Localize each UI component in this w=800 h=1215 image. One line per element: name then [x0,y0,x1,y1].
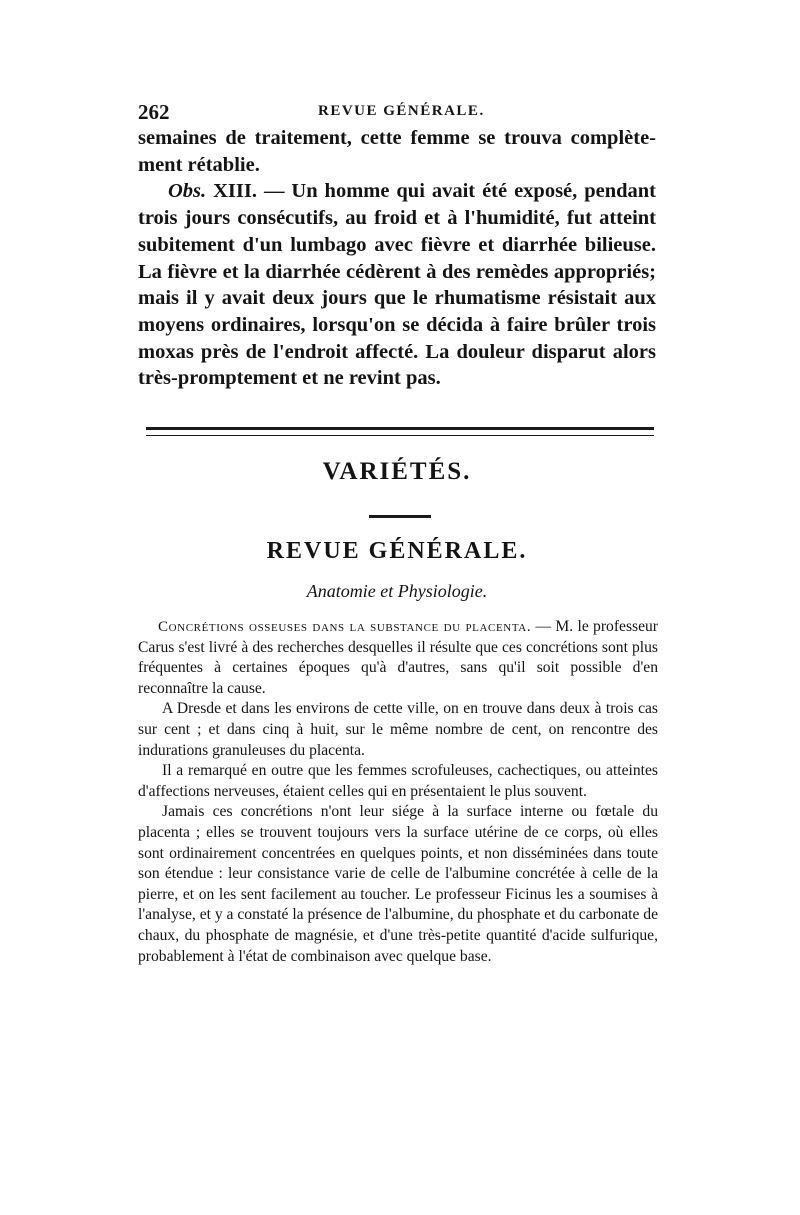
article-paragraph-1 [138,617,658,699]
paragraph-continuation: semaines de traitement, cette femme se trouva complète-ment rétablie. [138,127,656,176]
double-rule-divider [146,427,654,436]
main-text-block [138,125,656,392]
page-number: 262 [138,100,170,124]
article-text-block [138,617,658,967]
article-paragraph-3: Il a remarqué en outre que les femmes scrofuleuses, cachectiques, ou atteintes d'affections nerveuses, étaient celles qui en présentaient le plus souvent. [138,762,658,800]
article-paragraph-2: A Dresde et dans les environs de cette ville, on en trouve dans deux à trois cas sur cent ; et dans cinq à huit, sur le même nombre de cent, on rencontre des indurations granuleuses du placenta. [138,700,658,759]
obs-text: XIII. — Un homme qui avait été exposé, pendant trois jours consécutifs, au froid et à l'humidité, fut atteint subitement d'un lumbago avec fièvre et diarrhée bilieuse. La fièvre et la diarrhée cédèrent à des remèdes appropriés; mais il y avait deux jours que le rhumatisme résistait aux moyens ordinaires, lorsqu'on se décida à faire brûler trois moxas près de l'endroit affecté. La douleur disparut alors très-promptement et ne revint pas. [138,180,656,390]
article-lead-heading: Concrétions osseuses dans la substance du placenta. [158,619,532,635]
running-head [138,100,656,124]
chapter-title: REVUE GÉNÉRALE. [266,538,528,564]
article-paragraph-4: Jamais ces concrétions n'ont leur siége à la surface interne ou fœtale du placenta ; elles se trouvent toujours vers la surface utérine de ce corps, où elles sont ordinairement concentrées en quelques points, et non disséminées dans toute son étendue : leur consistance varie de celle de l'albumine concrétée à celle de la pierre, et on les sent facilement au toucher. Le professeur Ficinus les a soumises à l'analyse, et y a constaté la présence de l'albumine, du phosphate et du carbonate de chaux, du phosphate de magnésie, et d'une très-petite quantité d'acide sulfurique, probablement à l'état de combinaison avec quelque base. [138,803,659,965]
short-rule-divider [369,515,431,518]
article-paragraph-1-text: — M. le professeur Carus s'est livré à des recherches desquelles il résulte que ces concrétions sont plus fréquentes à certaines époques qu'à d'autres, sans qu'il soit possible d'en reconnaître la cause. [138,618,659,697]
section-title: VARIÉTÉS. [322,458,472,485]
paragraph-obs-xiii [138,178,656,392]
subsection-title: Anatomie et Physiologie. [306,581,488,601]
running-title: REVUE GÉNÉRALE. [318,103,485,119]
obs-label: Obs. [168,180,207,203]
